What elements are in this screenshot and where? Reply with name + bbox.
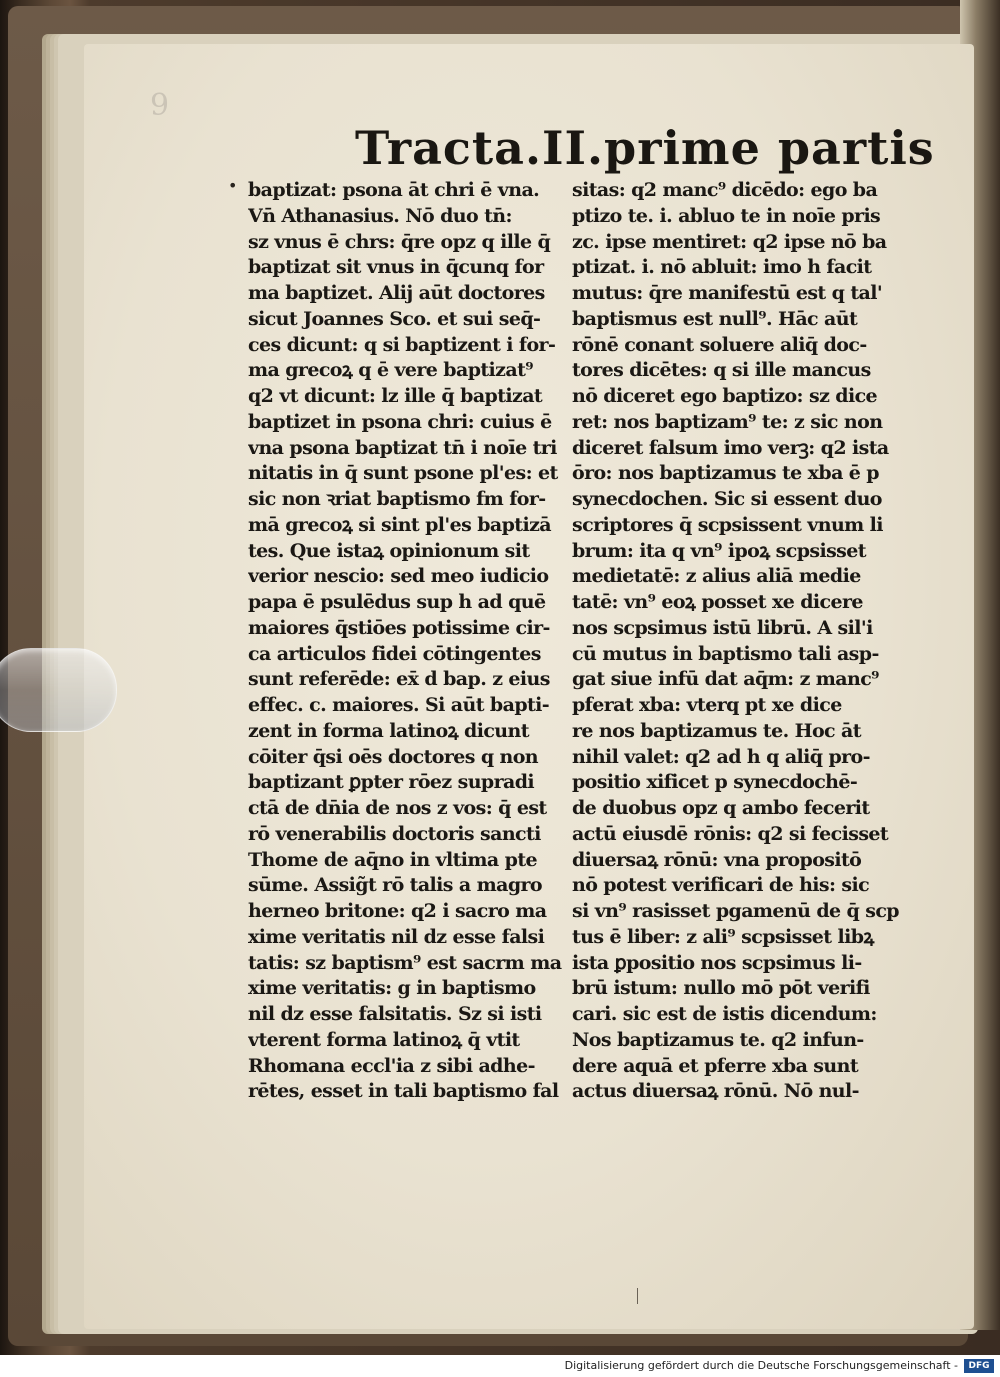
text-line: nos scpsimus istū librū. A sil'i	[572, 616, 873, 639]
text-line: de duobus opz q ambo fecerit	[572, 797, 870, 819]
text-line: mutus: q̄re manifestū est q tal'	[572, 282, 883, 304]
text-line: sitas: q2 manc⁹ dicēdo: ego ba	[572, 179, 878, 201]
footer-credit: Digitalisierung gefördert durch die Deutsche Forschungsgemeinschaft -	[564, 1359, 958, 1372]
text-line: nō potest verificari de his: sic	[572, 874, 870, 897]
text-line: ca articulos fidei cōtingentes	[248, 642, 541, 665]
text-line: vna psona baptizat tn̄ i noīe tri	[248, 436, 557, 459]
text-column-right	[572, 178, 912, 1105]
pencil-note: 9	[150, 88, 170, 123]
text-line: tatē: vn⁹ eoꝝ posset xe dicere	[572, 591, 863, 613]
text-line: papa ē psulēdus sup h ad quē	[248, 591, 546, 613]
text-line: brū istum: nullo mō pōt verifi	[572, 977, 870, 1000]
text-line: zent in forma latinoꝝ dicunt	[248, 719, 529, 742]
margin-marker: •	[228, 176, 238, 195]
running-header: Tracta.II.prime partis	[355, 121, 935, 175]
text-line: ces dicunt: q si baptizent i for-	[248, 333, 556, 356]
text-line: sicut Joannes Sco. et sui seq̄-	[248, 307, 541, 330]
text-line: baptizant ꝑpter rōez supradi	[248, 771, 535, 794]
text-line: pferat xba: vterq pt xe dice	[572, 694, 842, 716]
text-line: si vn⁹ rasisset pgamenū de q̄ scp	[572, 900, 899, 922]
text-line: ma baptizet. Alij aūt doctores	[248, 282, 545, 304]
text-line: brum: ita q vn⁹ ipoꝝ scpsisset	[572, 539, 866, 562]
text-line: q2 vt dicunt: lz ille q̄ baptizat	[248, 385, 543, 407]
text-line: tores dicētes: q si ille mancus	[572, 359, 871, 382]
text-line: ista ꝑpositio nos scpsimus li-	[572, 951, 862, 974]
text-line: cōiter q̄si oēs doctores q non	[248, 745, 539, 768]
text-line: cari. sic est de istis dicendum:	[572, 1003, 877, 1025]
text-line: tatis: sz baptism⁹ est sacrm ma	[248, 951, 562, 974]
text-line: actus diuersaꝝ rōnū. Nō nul-	[572, 1080, 859, 1103]
text-line: Thome de aq̄no in vltima pte	[248, 848, 537, 871]
text-line: herneo britone: q2 i sacro ma	[248, 900, 547, 922]
text-line: gat siue infū dat aq̄m: z manc⁹	[572, 668, 879, 691]
text-line: tes. Que istaꝝ opinionum sit	[248, 539, 530, 562]
text-line: nihil valet: q2 ad h q aliq̄ pro-	[572, 745, 870, 768]
text-line: sūme. Assig̃t rō talis a magro	[248, 874, 543, 897]
text-line: scriptores q̄ scpsissent vnum li	[572, 513, 883, 536]
text-line: sz vnus ē chrs: q̄re opz q ille q̄	[248, 230, 551, 253]
text-column-left	[248, 178, 588, 1105]
text-line: ret: nos baptizam⁹ te: z sic non	[572, 410, 883, 433]
text-line: mā grecoꝝ si sint pl'es baptizā	[248, 513, 551, 536]
text-line: baptismus est null⁹. Hāc aūt	[572, 307, 858, 330]
text-line: positio xificet p synecdochē-	[572, 771, 858, 794]
dfg-logo: DFG	[964, 1359, 994, 1373]
text-line: tus ē liber: z ali⁹ scpsisset libꝝ	[572, 925, 874, 948]
text-line: baptizat: psona āt chri ē vna.	[248, 179, 540, 201]
text-line: diceret falsum imo verꝫ: q2 ista	[572, 436, 889, 459]
text-line: sic non ꝛriat baptismo fm for-	[248, 488, 546, 510]
text-line: nō diceret ego baptizo: sz dice	[572, 385, 878, 407]
text-line: nitatis in q̄ sunt psone pl'es: et	[248, 462, 558, 485]
signature-tick	[637, 1288, 638, 1304]
text-line: Nos baptizamus te. q2 infun-	[572, 1028, 864, 1051]
footer-bar	[0, 1355, 1000, 1377]
text-line: ma grecoꝝ q ē vere baptizat⁹	[248, 359, 533, 382]
text-line: nil dz esse falsitatis. Sz si isti	[248, 1003, 542, 1025]
text-line: rō venerabilis doctoris sancti	[248, 822, 541, 845]
text-line: effec. c. maiores. Si aūt bapti-	[248, 694, 550, 716]
text-line: ctā de dn̄ia de nos z vos: q̄ est	[248, 797, 547, 819]
text-line: verior nescio: sed meo iudicio	[248, 565, 549, 588]
text-line: ptizat. i. nō abluit: imo h facit	[572, 256, 872, 279]
text-line: zc. ipse mentiret: q2 ipse nō ba	[572, 230, 887, 253]
text-line: sunt referēde: ex̄ d bap. z eius	[248, 668, 550, 691]
text-line: re nos baptizamus te. Hoc āt	[572, 719, 861, 742]
text-line: cū mutus in baptismo tali asp-	[572, 642, 879, 665]
text-line: xime veritatis nil dz esse falsi	[248, 925, 545, 948]
text-line: synecdochen. Sic si essent duo	[572, 488, 882, 510]
text-line: ōro: nos baptizamus te xba ē p	[572, 462, 879, 485]
text-line: Vn̄ Athanasius. Nō duo tn̄:	[248, 204, 512, 227]
text-line: baptizet in psona chri: cuius ē	[248, 410, 552, 433]
text-line: ptizo te. i. abluo te in noīe pris	[572, 204, 881, 227]
text-line: baptizat sit vnus in q̄cunq for	[248, 256, 544, 279]
text-line: actū eiusdē rōnis: q2 si fecisset	[572, 822, 889, 845]
text-line: Rhomana eccl'ia z sibi adhe-	[248, 1054, 535, 1077]
glass-page-clamp	[0, 648, 117, 732]
text-line: maiores q̄stiōes potissime cir-	[248, 616, 550, 639]
text-line: vterent forma latinoꝝ q̄ vtit	[248, 1028, 520, 1051]
text-line: diuersaꝝ rōnū: vna propositō	[572, 848, 862, 871]
text-line: rētes, esset in tali baptismo fal	[248, 1080, 559, 1103]
text-line: xime veritatis: g in baptismo	[248, 977, 536, 1000]
text-line: medietatē: z alius aliā medie	[572, 565, 861, 588]
text-line: dere aquā et pferre xba sunt	[572, 1054, 859, 1077]
text-line: rōnē conant soluere aliq̄ doc-	[572, 333, 867, 356]
